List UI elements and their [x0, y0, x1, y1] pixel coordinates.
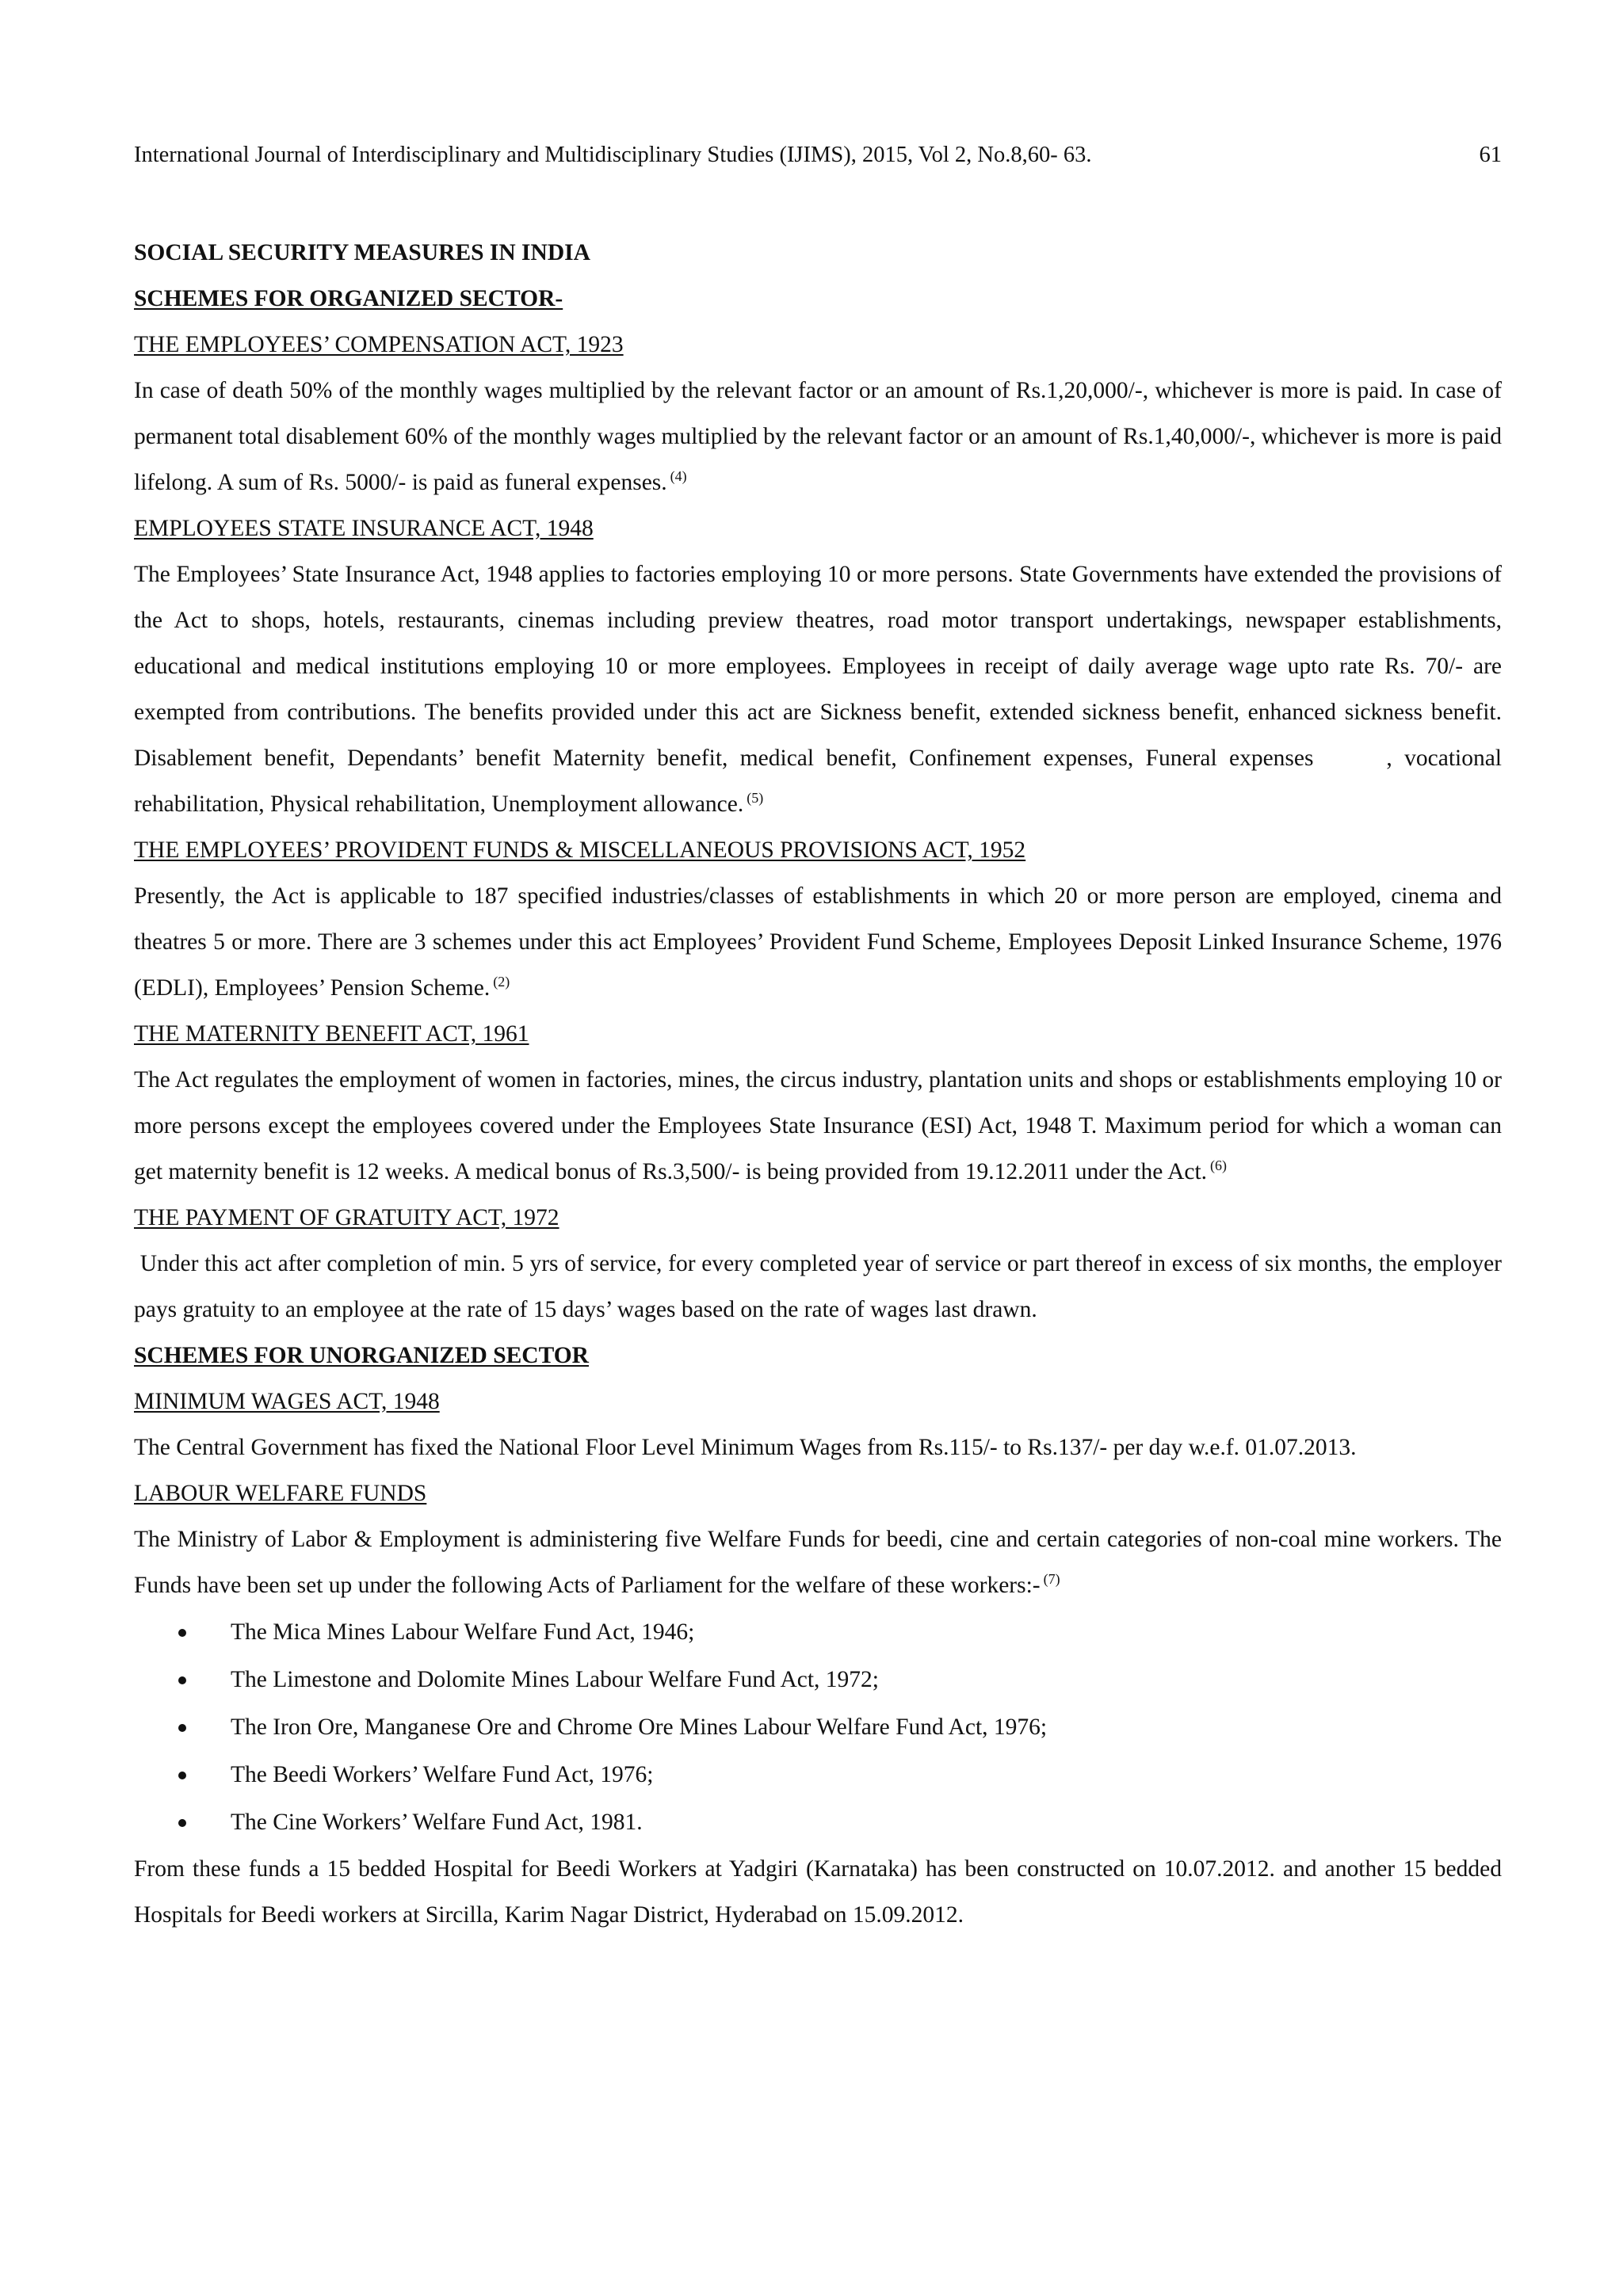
labour-welfare-paragraph: The Ministry of Labor & Employment is administering five Welfare Funds for beedi, cine and certain categories of non-coal mine workers. The Funds have been set up under the following Acts of Parliament for the welfare of these workers:- $^{(7)}$	[134, 1527, 1502, 1598]
labour-welfare-funds-heading: LABOUR WELFARE FUNDS	[134, 1481, 427, 1506]
maternity-act-paragraph: The Act regulates the employment of women in factories, mines, the circus industry, plantation units and shops or establishments employing 10 or more persons except the employees covered under the Employees State Insurance (ESI) Act, 1948 T. Maximum period for which a woman can get maternity benefit is 12 weeks. A medical bonus of Rs.3,500/- is being provided from 19.12.2011 under the Act. $^{(6)}$	[134, 1067, 1502, 1184]
bullet-icon	[178, 1819, 186, 1827]
gratuity-act-paragraph: Under this act after completion of min. 5 yrs of service, for every completed year of service or part thereof in excess of six months, the employer pays gratuity to an employee at the rate of 15 days’ wages based on the rate of wages last drawn.	[134, 1251, 1508, 1322]
page-number: 61	[1479, 143, 1502, 167]
reference-marker: (5)	[747, 790, 764, 806]
minimum-wages-act-heading: MINIMUM WAGES ACT, 1948	[134, 1389, 440, 1414]
esi-act-paragraph: The Employees’ State Insurance Act, 1948 applies to factories employing 10 or more persons. State Governments have extended the provisions of the Act to shops, hotels, restaurants, cinemas including preview theatres, road motor transport undertakings, newspaper establishments, educational and medical institutions employing 10 or more employees. Employees in receipt of daily average wage upto rate Rs. 70/- are exempted from contributions. The benefits provided under this act are Sickness benefit, extended sickness benefit, enhanced sickness benefit. Disablement benefit, Dependants’ benefit Maternity benefit, medical benefit, Confinement expenses, Funeral expenses , vocational rehabilitation, Physical rehabilitation, Unemployment allowance. $^{(5)}$	[134, 562, 1508, 817]
welfare-acts-list	[134, 1608, 1502, 1846]
pf-act-heading: THE EMPLOYEES’ PROVIDENT FUNDS & MISCELLANEOUS PROVISIONS ACT, 1952	[134, 837, 1026, 863]
reference-marker: (6)	[1210, 1158, 1228, 1173]
organized-sector-heading: SCHEMES FOR ORGANIZED SECTOR-	[134, 286, 563, 311]
list-item: The Iron Ore, Manganese Ore and Chrome Ore Mines Labour Welfare Fund Act, 1976;	[134, 1703, 1502, 1751]
list-item: The Cine Workers’ Welfare Fund Act, 1981.	[134, 1798, 1502, 1846]
unorganized-sector-heading: SCHEMES FOR UNORGANIZED SECTOR	[134, 1343, 589, 1368]
list-item: The Limestone and Dolomite Mines Labour Welfare Fund Act, 1972;	[134, 1656, 1502, 1703]
reference-marker: (7)	[1043, 1571, 1060, 1587]
esi-act-heading: EMPLOYEES STATE INSURANCE ACT, 1948	[134, 516, 594, 541]
bullet-icon	[178, 1772, 186, 1779]
bullet-icon	[178, 1676, 186, 1684]
maternity-act-heading: THE MATERNITY BENEFIT ACT, 1961	[134, 1021, 529, 1047]
article-body	[134, 230, 1508, 1938]
section-title: SOCIAL SECURITY MEASURES IN INDIA	[134, 240, 590, 265]
reference-marker: (4)	[670, 468, 687, 484]
list-item: The Beedi Workers’ Welfare Fund Act, 1976;	[134, 1751, 1502, 1798]
pf-act-paragraph: Presently, the Act is applicable to 187 specified industries/classes of establishments in which 20 or more person are employed, cinema and theatres 5 or more. There are 3 schemes under this act Employees’ Provident Fund Scheme, Employees Deposit Linked Insurance Scheme, 1976 (EDLI), Employees’ Pension Scheme. $^{(2)}$	[134, 883, 1502, 1001]
hospitals-paragraph: From these funds a 15 bedded Hospital for Beedi Workers at Yadgiri (Karnataka) has been constructed on 10.07.2012. and another 15 bedded Hospitals for Beedi workers at Sircilla, Karim Nagar District, Hyderabad on 15.09.2012.	[134, 1856, 1502, 1928]
compensation-act-paragraph: In case of death 50% of the monthly wages multiplied by the relevant factor or an amount of Rs.1,20,000/-, whichever is more is paid. In case of permanent total disablement 60% of the monthly wages multiplied by the relevant factor or an amount of Rs.1,40,000/-, whichever is more is paid lifelong. A sum of Rs. 5000/- is paid as funeral expenses. $^{(4)}$	[134, 378, 1502, 495]
running-header	[134, 143, 1502, 168]
bullet-icon	[178, 1724, 186, 1732]
bullet-icon	[178, 1629, 186, 1637]
compensation-act-heading: THE EMPLOYEES’ COMPENSATION ACT, 1923	[134, 332, 624, 357]
list-item: The Mica Mines Labour Welfare Fund Act, 1946;	[134, 1608, 1502, 1656]
journal-citation: International Journal of Interdisciplinary and Multidisciplinary Studies (IJIMS), 2015, Vol 2, No.8,60- 63.	[134, 143, 1092, 167]
reference-marker: (2)	[493, 974, 510, 990]
minimum-wages-paragraph: The Central Government has fixed the National Floor Level Minimum Wages from Rs.115/- to Rs.137/- per day w.e.f. 01.07.2013.	[134, 1435, 1357, 1460]
gratuity-act-heading: THE PAYMENT OF GRATUITY ACT, 1972	[134, 1205, 559, 1230]
